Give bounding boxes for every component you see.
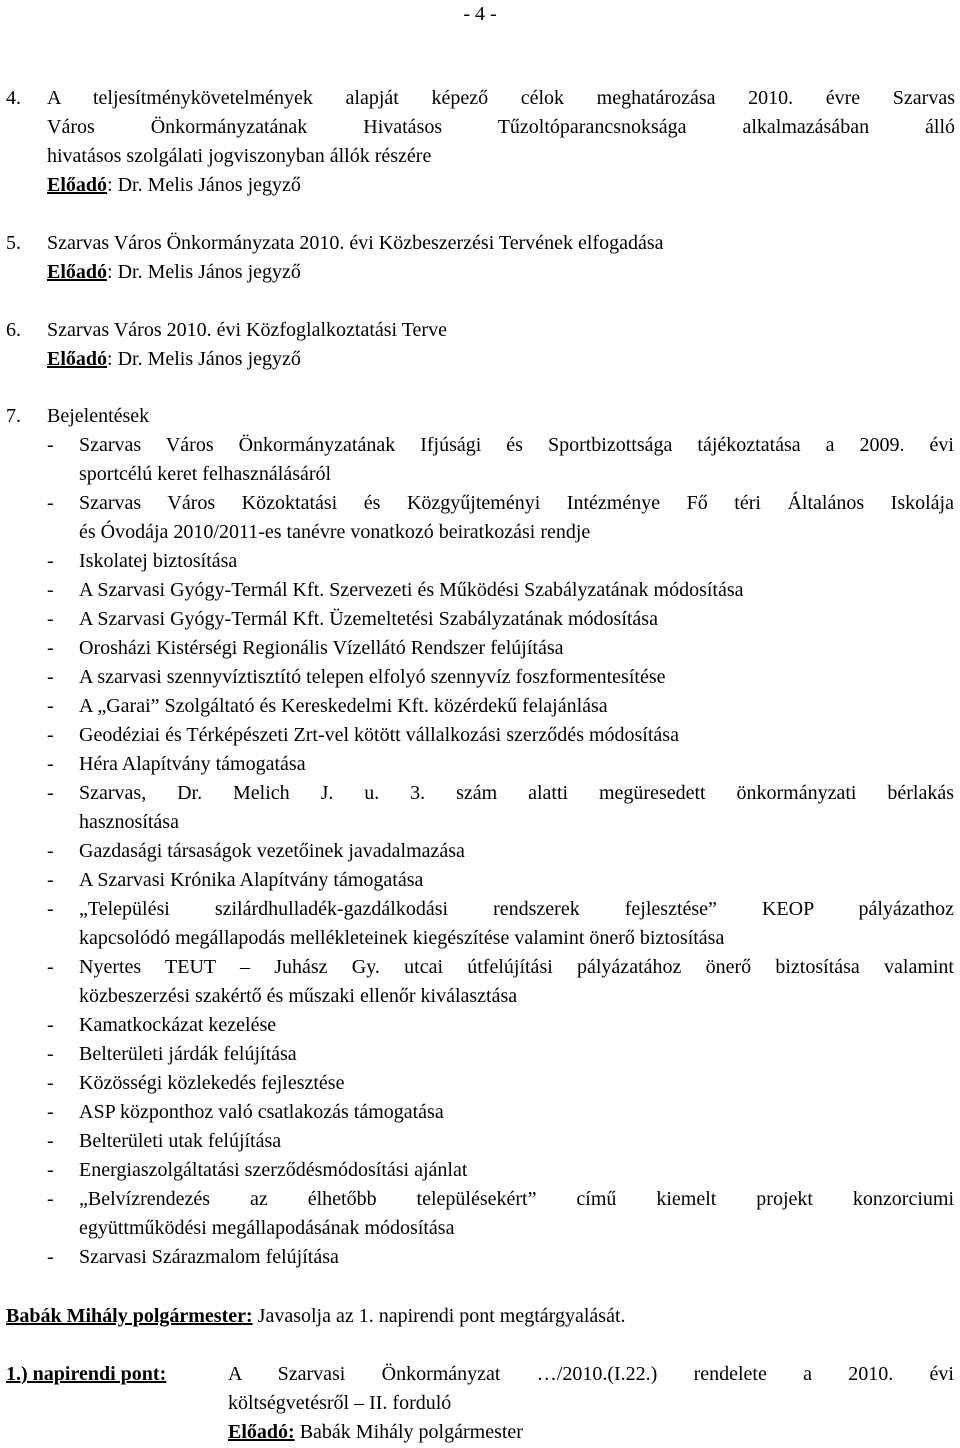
item-title-line: A teljesítménykövetelmények alapját képező célok meghatározása 2010. évre Szarvas — [47, 87, 955, 109]
list-item-text: Szarvas Város Önkormányzatának Ifjúsági és Sportbizottsága tájékoztatása a 2009. évi — [79, 434, 954, 456]
list-item — [47, 1243, 954, 1272]
presenter-name: : Dr. Melis János jegyző — [107, 348, 301, 370]
speaker-name: Babák Mihály polgármester: — [6, 1305, 253, 1327]
list-item-text: Belterületi utak felújítása — [79, 1130, 282, 1152]
agenda-point-label: 1.) napirendi pont: — [6, 1363, 167, 1385]
list-item-text: „Települési szilárdhulladék-gazdálkodási rendszerek fejlesztése” KEOP pályázathoz — [79, 898, 954, 920]
list-item-text: ASP központhoz való csatlakozás támogatása — [79, 1101, 444, 1123]
list-item — [47, 1040, 954, 1069]
list-item-text: Nyertes TEUT – Juhász Gy. utcai útfelújítási pályázatához önerő biztosítása valamint — [79, 956, 954, 978]
list-item — [47, 663, 954, 692]
list-item — [47, 489, 954, 547]
list-item-text: Orosházi Kistérségi Regionális Vízellátó Rendszer felújítása — [79, 637, 564, 659]
dash-bullet: - — [47, 1043, 54, 1065]
list-item — [47, 1127, 954, 1156]
list-item — [47, 605, 954, 634]
dash-bullet: - — [47, 608, 54, 630]
closing-text: Javasolja az 1. napirendi pont megtárgyalását. — [252, 1305, 626, 1327]
presenter-line — [47, 345, 955, 374]
dash-bullet: - — [47, 1130, 54, 1152]
dash-bullet: - — [47, 434, 54, 456]
list-item — [47, 837, 954, 866]
list-item-text: A Szarvasi Gyógy-Termál Kft. Üzemeltetési Szabályzatának módosítása — [79, 608, 658, 630]
dash-bullet: - — [47, 1159, 54, 1181]
list-item-text: Szarvas Város Közoktatási és Közgyűjteményi Intézménye Fő téri Általános Iskolája — [79, 492, 954, 514]
presenter-line — [47, 171, 955, 200]
list-item-text: és Óvodája 2010/2011-es tanévre vonatkozó beiratkozási rendje — [79, 521, 591, 543]
presenter-line — [47, 258, 955, 287]
list-item-text: A Szarvasi Gyógy-Termál Kft. Szervezeti és Működési Szabályzatának módosítása — [79, 579, 744, 601]
list-item-text: sportcélú keret felhasználásáról — [79, 463, 332, 485]
dash-bullet: - — [47, 1101, 54, 1123]
list-item-text: közbeszerzési szakértő és műszaki ellenőr kiválasztása — [79, 985, 518, 1007]
item-number: 7. — [6, 405, 21, 427]
list-item — [47, 953, 954, 1011]
list-item-text: A szarvasi szennyvíztisztító telepen elfolyó szennyvíz foszformentesítése — [79, 666, 666, 688]
list-item-text: Héra Alapítvány támogatása — [79, 753, 306, 775]
list-item-text: Szarvas, Dr. Melich J. u. 3. szám alatti megüresedett önkormányzati bérlakás — [79, 782, 954, 804]
list-item-text: kapcsolódó megállapodás mellékleteinek kiegészítése valamint önerő biztosítása — [79, 927, 725, 949]
dash-bullet: - — [47, 579, 54, 601]
list-item — [47, 1098, 954, 1127]
item-number: 4. — [6, 87, 21, 109]
dash-bullet: - — [47, 695, 54, 717]
list-item-text: Energiaszolgáltatási szerződésmódosítási ajánlat — [79, 1159, 468, 1181]
list-item-text: A Szarvasi Krónika Alapítvány támogatása — [79, 869, 424, 891]
dash-bullet: - — [47, 956, 54, 978]
page-number: - 4 - — [463, 3, 497, 25]
presenter-name: : Dr. Melis János jegyző — [107, 261, 301, 283]
list-item-text: Gazdasági társaságok vezetőinek javadalmazása — [79, 840, 465, 862]
closing-statement — [6, 1302, 954, 1331]
dash-bullet: - — [47, 1014, 54, 1036]
presenter-name: : Dr. Melis János jegyző — [107, 174, 301, 196]
item-title-line: hivatásos szolgálati jogviszonyban állók részére — [47, 145, 432, 167]
list-item-text: Geodéziai és Térképészeti Zrt-vel kötött vállalkozási szerződés módosítása — [79, 724, 679, 746]
dash-bullet: - — [47, 898, 54, 920]
dash-bullet: - — [47, 550, 54, 572]
item-title-line: Város Önkormányzatának Hivatásos Tűzoltóparancsnoksága alkalmazásában álló — [47, 116, 955, 138]
list-item-text: hasznosítása — [79, 811, 179, 833]
list-item-text: Kamatkockázat kezelése — [79, 1014, 277, 1036]
list-item — [47, 431, 954, 489]
presenter-line — [228, 1418, 954, 1447]
presenter-label: Előadó — [47, 174, 108, 196]
list-item — [47, 1069, 954, 1098]
item-number: 6. — [6, 319, 21, 341]
dash-bullet: - — [47, 840, 54, 862]
item-title: Szarvas Város Önkormányzata 2010. évi Közbeszerzési Tervének elfogadása — [47, 232, 664, 254]
list-item — [47, 779, 954, 837]
list-item-text: A „Garai” Szolgáltató és Kereskedelmi Kft. közérdekű felajánlása — [79, 695, 608, 717]
list-item — [47, 634, 954, 663]
list-item-text: Szarvasi Szárazmalom felújítása — [79, 1246, 339, 1268]
item-number: 5. — [6, 232, 21, 254]
agenda-point-title: költségvetésről – II. forduló — [228, 1392, 452, 1414]
dash-bullet: - — [47, 1188, 54, 1210]
presenter-name: Babák Mihály polgármester — [294, 1421, 523, 1443]
list-item — [47, 866, 954, 895]
dash-bullet: - — [47, 753, 54, 775]
list-item — [47, 576, 954, 605]
list-item-text: „Belvízrendezés az élhetőbb településekért” című kiemelt projekt konzorciumi — [79, 1188, 954, 1210]
item-title: Bejelentések — [47, 405, 150, 427]
list-item-text: Közösségi közlekedés fejlesztése — [79, 1072, 345, 1094]
dash-bullet: - — [47, 782, 54, 804]
list-item-text: Belterületi járdák felújítása — [79, 1043, 297, 1065]
dash-bullet: - — [47, 724, 54, 746]
list-item — [47, 547, 954, 576]
item-title: Szarvas Város 2010. évi Közfoglalkoztatási Terve — [47, 319, 447, 341]
list-item-text: Iskolatej biztosítása — [79, 550, 238, 572]
list-item — [47, 721, 954, 750]
dash-bullet: - — [47, 869, 54, 891]
list-item — [47, 1185, 954, 1243]
dash-bullet: - — [47, 1072, 54, 1094]
presenter-label: Előadó — [47, 261, 108, 283]
list-item — [47, 750, 954, 779]
dash-bullet: - — [47, 492, 54, 514]
dash-bullet: - — [47, 1246, 54, 1268]
list-item-text: együttműködési megállapodásának módosítása — [79, 1217, 455, 1239]
list-item — [47, 895, 954, 953]
presenter-label: Előadó: — [228, 1421, 295, 1443]
list-item — [47, 1011, 954, 1040]
dash-bullet: - — [47, 637, 54, 659]
list-item — [47, 1156, 954, 1185]
announcements-list — [47, 431, 954, 1272]
agenda-point-title: A Szarvasi Önkormányzat …/2010.(I.22.) rendelete a 2010. évi — [228, 1363, 954, 1385]
dash-bullet: - — [47, 666, 54, 688]
list-item — [47, 692, 954, 721]
presenter-label: Előadó — [47, 348, 108, 370]
